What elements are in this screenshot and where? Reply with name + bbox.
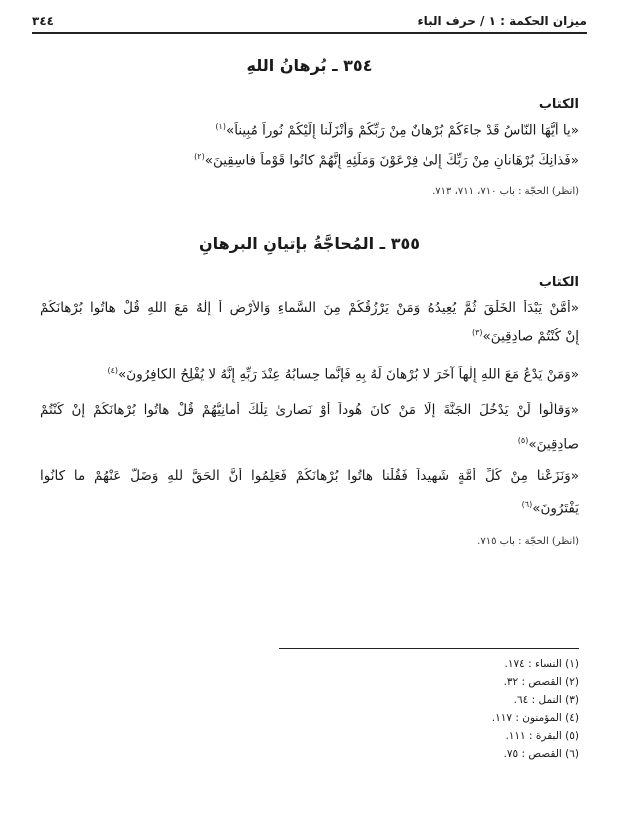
footnote-mark: (٢) — [194, 152, 205, 161]
footnote-item: (٥) البقرة : ١١١. — [505, 730, 579, 742]
footnote-item: (٣) النمل : ٦٤. — [513, 694, 579, 706]
section-subheading: الكتاب — [538, 97, 579, 112]
footnote-item: (٤) المؤمنون : ١١٧. — [491, 712, 579, 724]
footnote-mark: (٦) — [521, 500, 533, 509]
cross-reference: (انظر) الحجّة : باب ٧١٥. — [477, 536, 579, 547]
running-title: ميزان الحكمة : ١ / حرف الباء — [417, 14, 587, 28]
footnote-rule — [279, 648, 579, 649]
footnote-item: (٢) القصص : ٣٢. — [503, 676, 579, 688]
footnotes-list — [492, 655, 579, 763]
footnote-item: (١) النساء : ١٧٤. — [504, 658, 579, 670]
footnote-mark: (٥) — [517, 436, 529, 445]
footnote-item: (٦) القصص : ٧٥. — [503, 748, 579, 760]
quran-verse-line: «أَمَّنْ يَبْدَأُ الخَلْقَ ثُمَّ يُعِيدُهُ وَمَنْ يَرْزُقُكُمْ مِنَ السَّماءِ وَالأَرْضِ أَ إِلٰهٌ مَعَ اللهِ قُلْ هاتُوا بُرْهانَكُمْ — [40, 300, 579, 316]
quran-verse-line: «يا أَيُّهَا النّاسُ قَدْ جاءَكُمْ بُرْهانٌ مِنْ رَبِّكُمْ وَأَنْزَلْنا إِلَيْكُمْ نُوراً مُبِيناً»$^{(١)}$ — [215, 122, 579, 139]
quran-verse-line: «وَمَنْ يَدْعُ مَعَ اللهِ إِلٰهاً آخَرَ لا بُرْهانَ لَهُ بِهِ فَإِنَّما حِسابُهُ عِنْدَ رَبِّهِ إِنَّهُ لا يُفْلِحُ الكافِرُونَ»$^{(٤)}$ — [107, 366, 579, 383]
footnote-mark: (٣) — [471, 328, 483, 337]
footnote-mark: (١) — [215, 122, 226, 131]
page-number: ٣٤٤ — [32, 14, 54, 28]
quran-verse-line: «وَنَزَعْنا مِنْ كُلِّ أُمَّةٍ شَهِيداً فَقُلْنا هاتُوا بُرْهانَكُمْ فَعَلِمُوا أَنَّ الحَقَّ للهِ وَضَلَّ عَنْهُمْ ما كانُوا — [40, 468, 579, 484]
quran-verse-line: «وَقالُوا لَنْ يَدْخُلَ الجَنَّةَ إِلّا مَنْ كانَ هُوداً أَوْ نَصارىٰ تِلْكَ أَمانِيُّهُمْ قُلْ هاتُوا بُرْهانَكُمْ إِنْ كُنْتُمْ — [40, 402, 579, 418]
footnote-mark: (٤) — [107, 366, 119, 375]
section-title: ٣٥٤ ـ بُرهانُ اللهِ — [246, 56, 373, 75]
quran-verse-line: «فَذانِكَ بُرْهَانانِ مِنْ رَبِّكَ إِلىٰ فِرْعَوْنَ وَمَلَئِهِ إِنَّهُمْ كانُوا قَوْماً فاسِقِينَ»$^{(٢)}$ — [194, 152, 579, 169]
page-header — [32, 10, 587, 32]
quran-verse-line: إِنْ كُنْتُمْ صادِقِينَ»$^{(٣)}$ — [471, 328, 579, 345]
section-title: ٣٥٥ ـ المُحاجَّةُ بإتيانِ البرهانِ — [199, 234, 420, 253]
section-subheading: الكتاب — [538, 275, 579, 290]
quran-verse-line: صادِقِينَ»$^{(٥)}$ — [517, 436, 579, 453]
cross-reference: (انظر) الحجّة : باب ٧١٠، ٧١١، ٧١٣. — [432, 186, 579, 197]
quran-verse-line: يَفْتَرُونَ»$^{(٦)}$ — [521, 500, 579, 517]
header-rule — [32, 32, 587, 34]
